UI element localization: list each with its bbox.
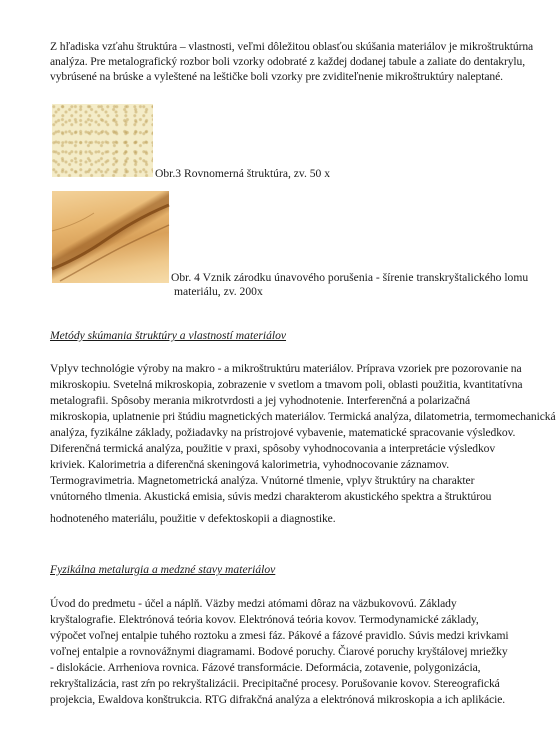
- intro-line: analýza. Pre metalografický rozbor boli vzorky odobraté z každej dodanej tabule a zaliate do dentakrylu,: [50, 55, 526, 68]
- figure-caption: materiálu, zv. 200x: [174, 285, 263, 298]
- paragraph-line: analýza, fyzikálne základy, požiadavky na prístrojové vybavenie, matematické spracovanie výsledkov.: [50, 426, 516, 439]
- paragraph-line: voľnej entalpie a rovnovážnymi diagramami. Bodové poruchy. Čiarové poruchy kryštálovej mriežky: [50, 645, 508, 658]
- paragraph-line: rekryštalizácia, rast zŕn po rekryštalizácii. Precipitačné procesy. Porušovanie kovov. Stereografická: [50, 677, 500, 690]
- section-heading: Metódy skúmania štruktúry a vlastností materiálov: [50, 329, 287, 342]
- paragraph-line: projekcia, Ewaldova konštrukcia. RTG difrakčná analýza a elektrónová mikroskopia a ich aplikácie.: [50, 693, 506, 706]
- section-heading: Fyzikálna metalurgia a medzné stavy materiálov: [50, 563, 276, 576]
- paragraph-line: mikroskopiu. Svetelná mikroskopia, zobrazenie v svetlom a tmavom poli, oblasti použitia, kvantitatívna: [50, 378, 523, 391]
- paragraph-line: výpočet voľnej entalpie tuhého roztoku a zmesi fáz. Pákové a fázové pravidlo. Súvis medzi krivkami: [50, 629, 509, 642]
- paragraph-line: Diferenčná termická analýza, použitie v praxi, spôsoby vyhodnocovania a interpretácie výsledkov: [50, 442, 496, 455]
- micrograph-fatigue-crack-image: [52, 191, 169, 283]
- paragraph-line: hodnoteného materiálu, použitie v defektoskopii a diagnostike.: [50, 512, 336, 525]
- paragraph-line: kryštalografie. Elektrónová teória kovov. Elektrónová teória kovov. Termodynamické základy,: [50, 613, 479, 626]
- paragraph-line: mikroskopia, uplatnenie pri štúdiu magnetických materiálov. Termická analýza, dilatometria, termomechanická: [50, 410, 556, 423]
- paragraph-line: - dislokácie. Arrheniova rovnica. Fázové transformácie. Deformácia, zotavenie, polygonizácia,: [50, 661, 481, 674]
- paragraph-line: Úvod do predmetu - účel a náplň. Väzby medzi atómami dôraz na väzbukovovú. Základy: [50, 597, 457, 610]
- paragraph-line: metalografii. Spôsoby merania mikrotvrdosti a jej vyhodnotenie. Interferenčná a polarizačná: [50, 394, 471, 407]
- crack-illustration: [52, 191, 169, 283]
- intro-line: Z hľadiska vzťahu štruktúra – vlastnosti, veľmi dôležitou oblasťou skúšania materiálov je mikroštruktúrna: [50, 40, 534, 53]
- figure-caption: Obr.3 Rovnomerná štruktúra, zv. 50 x: [155, 167, 331, 180]
- paragraph-line: vnútorného tlmenia. Akustická emisia, súvis medzi charakterom akustického spektra a štruktúrou: [50, 490, 492, 503]
- intro-line: vybrúsené na brúske a vyleštené na leštičke boli vzorky pre zviditeľnenie mikroštruktúry naleptané.: [50, 70, 503, 83]
- paragraph-line: Vplyv technológie výroby na makro - a mikroštruktúru materiálov. Príprava vzoriek pre pozorovanie na: [50, 362, 522, 375]
- micrograph-uniform-structure-image: [52, 104, 153, 177]
- figure-caption: Obr. 4 Vznik zárodku únavového porušenia - šírenie transkryštalického lomu: [171, 271, 529, 284]
- paragraph-line: Termogravimetria. Magnetometrická analýza. Vnútorné tlmenie, vplyv štruktúry na charakter: [50, 474, 475, 487]
- paragraph-line: kriviek. Kalorimetria a diferenčná skeningová kalorimetria, vyhodnocovanie záznamov.: [50, 458, 450, 471]
